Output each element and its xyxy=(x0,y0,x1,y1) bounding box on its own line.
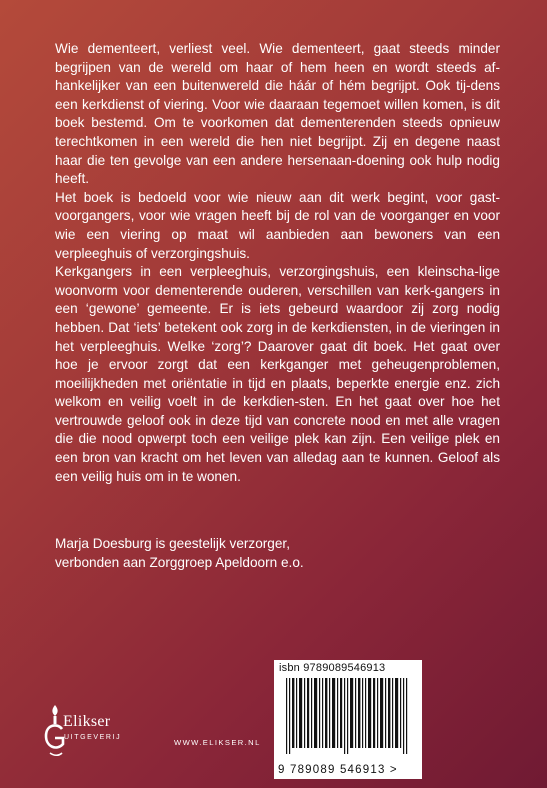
author-line-2: verbonden aan Zorggroep Apeldoorn e.o. xyxy=(55,554,304,570)
paragraph-content: Kerkgangers in een verpleeghuis, verzorgingshuis, een kleinscha-lige woonvorm voor dementerende ouderen, verschillen van kerk-gangers in een ‘gewone’ gemeente. Er is iets gebeurd waardoor zij zorg nodig hebben. Dat ‘iets’ betekent ook zorg in de kerkdiensten, in de vieringen in het verpleeghuis. Welke ‘zorg’? Daarover gaat dit boek. Het gaat over hoe je ervoor zorgt dat een kerkganger met geheugenproblemen, moeilijkheden met oriëntatie in tijd en plaats, beperkte energie enz. zich welkom en veilig voelt in de kerkdien-sten. En het gaat over hoe het vertrouwde geloof ook in deze tijd van concrete nood en met alle vragen die die nood opwerpt toch een veilige plek kan zijn. Een veilige plek en een bron van kracht om het leven van alledag aan te kunnen. Geloof als een veilig huis om in te wonen. xyxy=(55,264,500,484)
publisher-name: Elikser xyxy=(63,713,111,730)
barcode-icon xyxy=(280,678,414,754)
publisher-logo xyxy=(40,703,170,763)
publisher-website: WWW.ELIKSER.NL xyxy=(174,738,261,747)
isbn-label: isbn 9789089546913 xyxy=(279,662,386,674)
back-cover-text xyxy=(55,40,500,486)
elikser-emblem-icon xyxy=(40,703,70,759)
author-line-1: Marja Doesburg is geestelijk verzorger, xyxy=(55,536,290,551)
publisher-subtitle: UITGEVERIJ xyxy=(64,734,122,741)
author-bio xyxy=(55,535,500,572)
paragraph-intro: Wie dementeert, verliest veel. Wie dementeert, gaat steeds minder begrijpen van de wereld om haar of hem heen en wordt steeds af-hankelijker van een buitenwereld die háár of hém begrijpt. Ook tij-dens een kerkdienst of viering. Voor wie daaraan tegemoet willen komen, is dit boek bestemd. Om te voorkomen dat dementerenden steeds opnieuw terechtkomen in een wereld die hen niet begrijpt. Zij en degene naast haar die ten gevolge van een andere hersenaan-doening ook hulp nodig heeft. xyxy=(55,41,500,187)
paragraph-audience: Het boek is bedoeld voor wie nieuw aan dit werk begint, voor gast-voorgangers, voor wie vragen heeft bij de rol van de voorganger en voor wie een viering op maat wil aanbieden aan bewoners van een verpleeghuis of verzorgingshuis. xyxy=(55,189,500,261)
isbn-digits: 9 789089 546913 > xyxy=(278,764,398,776)
isbn-barcode-panel xyxy=(274,660,422,779)
